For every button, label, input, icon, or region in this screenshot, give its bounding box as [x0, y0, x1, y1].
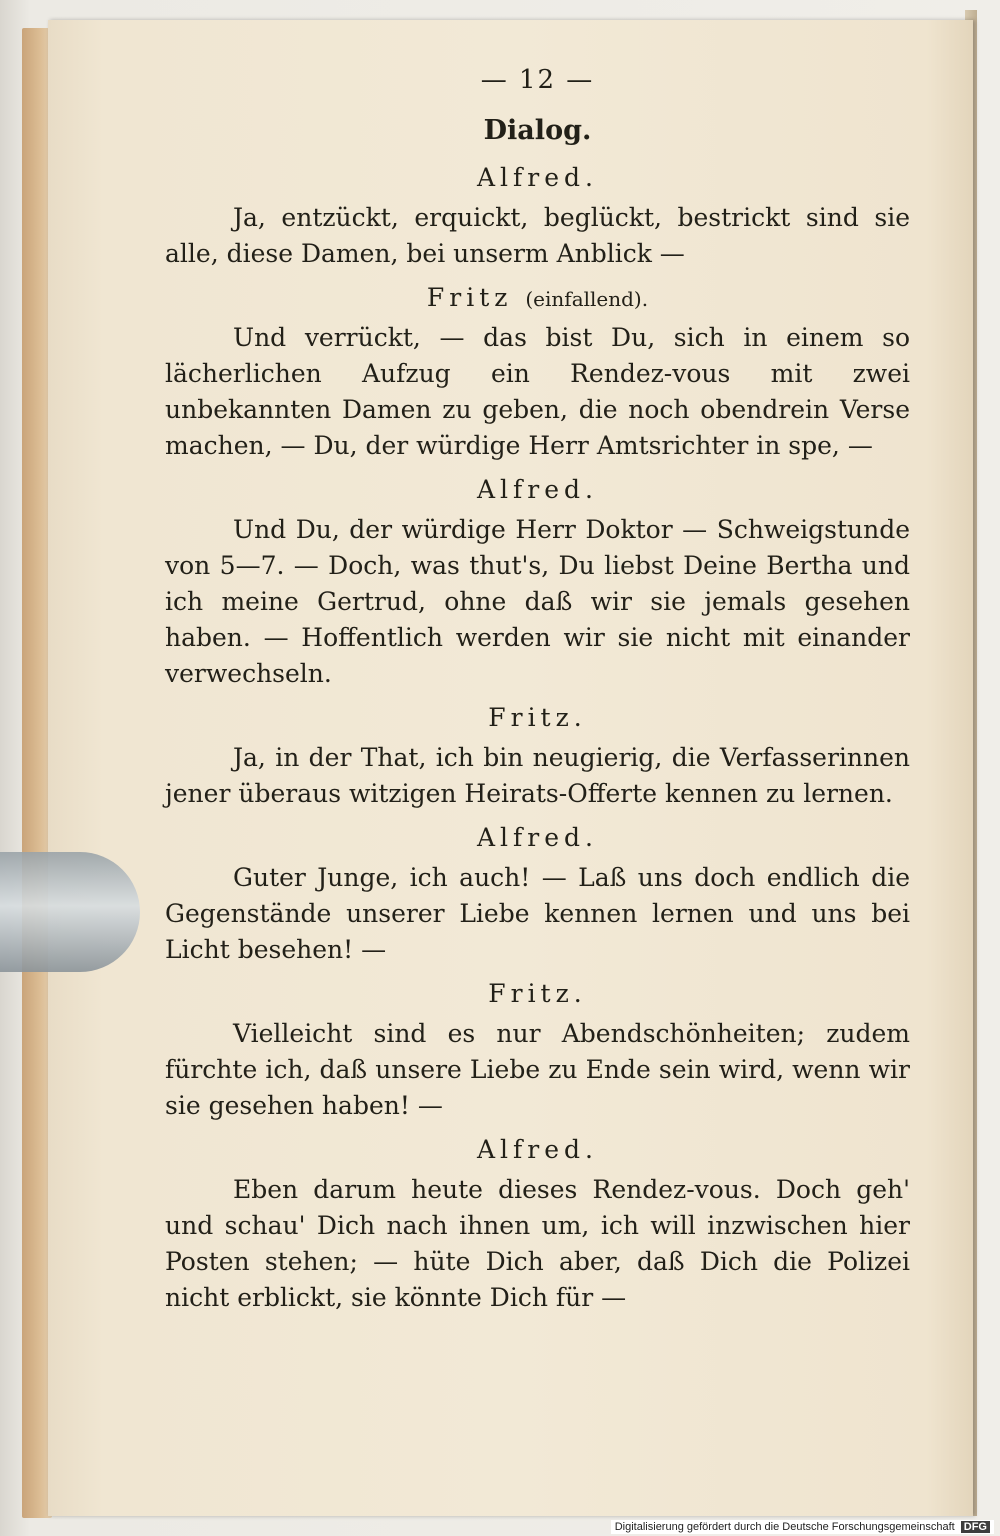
dialog-block: [165, 698, 910, 812]
dialog-block: [165, 278, 910, 464]
speaker-name: [165, 698, 910, 738]
section-title: Dialog.: [483, 115, 592, 146]
speaker-name: [165, 818, 910, 858]
dialog-paragraph: Und verrückt, — das bist Du, sich in einem so lächerlichen Aufzug ein Rendez-vous mit zwei unbekannten Damen zu geben, die noch obendrein Verse machen, — Du, der würdige Herr Amtsrichter in spe, —: [165, 323, 910, 460]
speaker-name: [165, 1130, 910, 1170]
speaker-label: Alfred.: [477, 475, 598, 504]
dialog-block: [165, 470, 910, 692]
speaker-name: [165, 470, 910, 510]
speaker-name: [165, 974, 910, 1014]
dialog-block: [165, 974, 910, 1124]
dialog-block: [165, 1130, 910, 1316]
footer-text: Digitalisierung gefördert durch die Deutsche Forschungsgemeinschaft: [614, 1521, 955, 1533]
dialog-block: [165, 158, 910, 272]
speaker-label: Alfred.: [477, 163, 598, 192]
dialog-paragraph: Ja, in der That, ich bin neugierig, die Verfasserinnen jener überaus witzigen Heirats-Offerte kennen zu lernen.: [165, 743, 910, 808]
dfg-logo: DFG: [961, 1521, 990, 1533]
funding-footer: [611, 1520, 994, 1534]
page-content: [165, 60, 910, 1322]
dialog-paragraph: Und Du, der würdige Herr Doktor — Schweigstunde von 5—7. — Doch, was thut's, Du liebst Deine Bertha und ich meine Gertrud, ohne daß wir sie jemals gesehen haben. — Hoffentlich werden wir sie nicht mit einander verwechseln.: [165, 515, 910, 688]
speaker-label: Alfred.: [477, 823, 598, 852]
page-clip: [0, 852, 140, 972]
speaker-label: Fritz: [426, 283, 513, 312]
dialog-block: [165, 818, 910, 968]
dialog-paragraph: Eben darum heute dieses Rendez-vous. Doch geh' und schau' Dich nach ihnen um, ich will inzwischen hier Posten stehen; — hüte Dich aber, daß Dich die Polizei nicht erblickt, sie könnte Dich für —: [165, 1175, 910, 1312]
speaker-name: [165, 158, 910, 198]
stage-direction: (einfallend).: [525, 287, 649, 311]
speaker-label: Alfred.: [477, 1135, 598, 1164]
speaker-name: [165, 278, 910, 318]
dialog-paragraph: Guter Junge, ich auch! — Laß uns doch endlich die Gegenstände unserer Liebe kennen lernen und uns bei Licht besehen! —: [165, 863, 910, 964]
dialog-paragraph: Ja, entzückt, erquickt, beglückt, bestrickt sind sie alle, diese Damen, bei unserm Anblick —: [165, 203, 910, 268]
page-number: — 12 —: [480, 65, 595, 95]
speaker-label: Fritz.: [488, 979, 587, 1008]
dialog-paragraph: Vielleicht sind es nur Abendschönheiten; zudem fürchte ich, daß unsere Liebe zu Ende sein wird, wenn wir sie gesehen haben! —: [165, 1019, 910, 1120]
speaker-label: Fritz.: [488, 703, 587, 732]
